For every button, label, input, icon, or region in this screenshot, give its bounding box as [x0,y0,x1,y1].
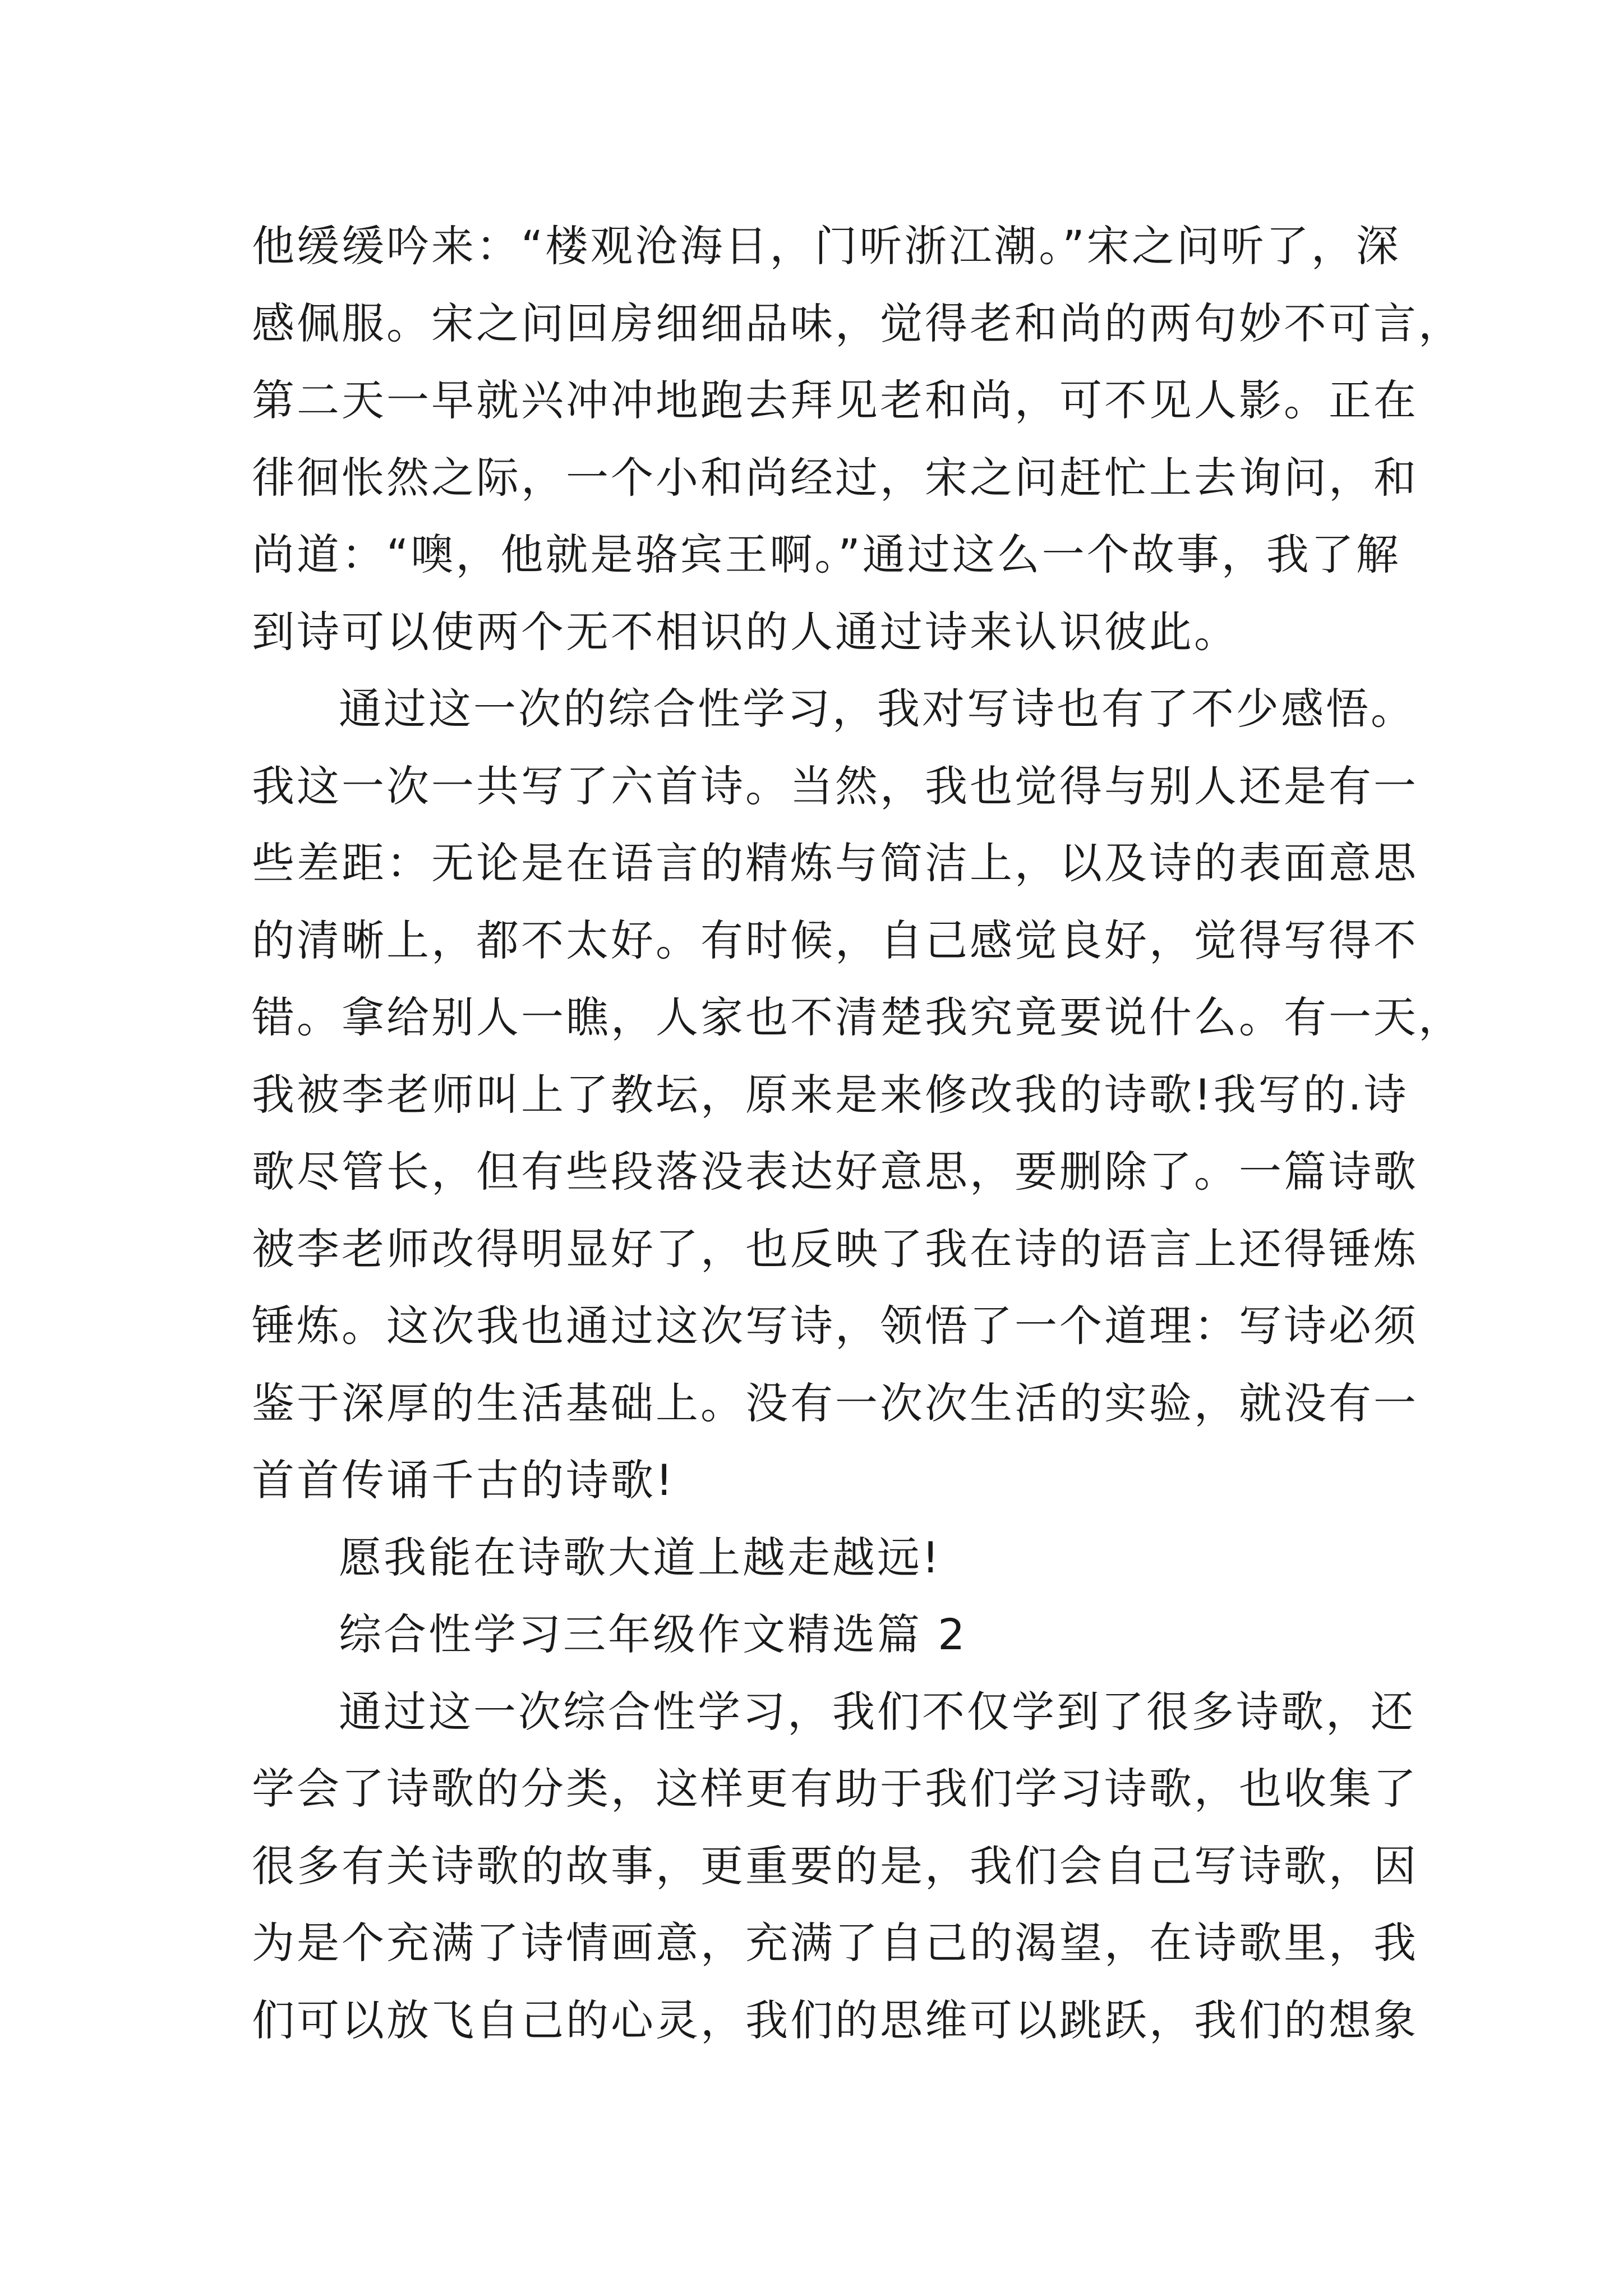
text-line: 愿我能在诗歌大道上越走越远! [339,1532,942,1582]
text-line: 到诗可以使两个无不相识的人通过诗来认识彼此。 [252,606,1239,657]
text-line: 些差距：无论是在语言的精炼与简洁上，以及诗的表面意思 [252,838,1418,888]
text-line: 通过这一次的综合性学习，我对写诗也有了不少感悟。 [339,684,1415,734]
text-line: 被李老师改得明显好了，也反映了我在诗的语言上还得锤炼 [252,1223,1418,1274]
text-line: 第二天一早就兴冲冲地跑去拜见老和尚，可不见人影。正在 [252,375,1418,425]
text-line: 错。拿给别人一瞧，人家也不清楚我究竟要说什么。有一天， [252,992,1463,1042]
text-line: 学会了诗歌的分类，这样更有助于我们学习诗歌，也收集了 [252,1764,1418,1814]
text-line: 们可以放飞自己的心灵，我们的思维可以跳跃，我们的想象 [252,1995,1418,2045]
text-line: 尚道：“噢，他就是骆宾王啊。”通过这么一个故事，我了解 [252,530,1401,579]
text-line: 感佩服。宋之问回房细细品味，觉得老和尚的两句妙不可言， [252,298,1463,348]
text-line: 首首传诵千古的诗歌! [252,1455,675,1505]
text-line: 歌尽管长，但有些段落没表达好意思，要删除了。一篇诗歌 [252,1147,1418,1197]
text-line: 我被李老师叫上了教坛，原来是来修改我的诗歌!我写的.诗 [252,1069,1409,1120]
text-line: 我这一次一共写了六首诗。当然，我也觉得与别人还是有一 [252,761,1418,811]
text-line: 徘徊怅然之际，一个小和尚经过，宋之问赶忙上去询问，和 [252,452,1418,503]
text-line: 很多有关诗歌的故事，更重要的是，我们会自己写诗歌，因 [252,1841,1418,1891]
text-line: 鉴于深厚的生活基础上。没有一次次生活的实验，就没有一 [252,1378,1418,1428]
text-line: 锤炼。这次我也通过这次写诗，领悟了一个道理：写诗必须 [252,1301,1418,1351]
text-line: 通过这一次综合性学习，我们不仅学到了很多诗歌，还 [339,1686,1415,1737]
text-line: 为是个充满了诗情画意，充满了自己的渴望，在诗歌里，我 [252,1918,1418,1968]
text-line: 的清晰上，都不太好。有时候，自己感觉良好，觉得写得不 [252,915,1418,965]
document-body [252,208,1463,2059]
section-heading: 综合性学习三年级作文精选篇 2 [339,1609,967,1659]
text-line: 他缓缓吟来：“楼观沧海日，门听浙江潮。”宋之问听了，深 [252,221,1401,271]
